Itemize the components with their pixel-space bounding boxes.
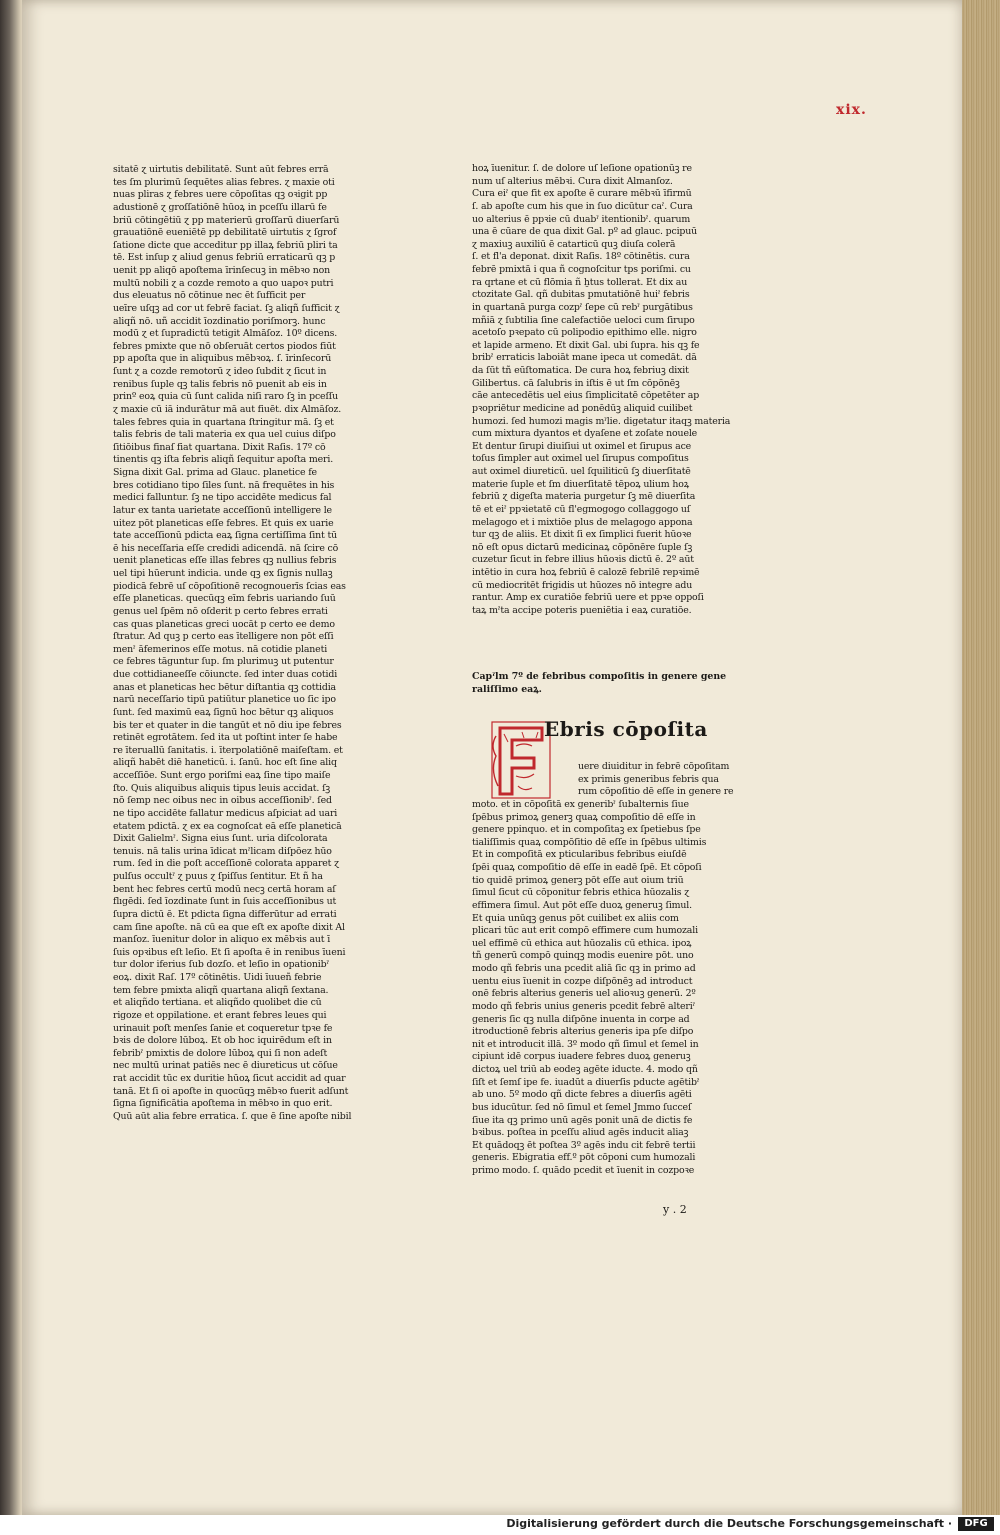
text-line: tenuis. nā talis urina īdicat mˀlicam diſpōez hūo	[113, 845, 332, 857]
text-line: ſpēi quaꝝ compoſitio dē eſſe in eadē ſpē. Et cōpoſi	[472, 862, 702, 873]
text-line: tate acceſſionū pdicta eaꝝ ſigna certiſſima ſint tū	[113, 530, 337, 542]
text-line: in quartanā purga cozpˀ ſepe cū rebˀ purgātibus	[472, 301, 693, 313]
text-line: primo modo. ſ. quādo pcedit et īuenit in cozpoꝛe	[472, 1165, 695, 1176]
text-line: tñ generū compō quinqꝫ modis euenire pōt. uno	[472, 950, 694, 962]
text-line: menˀ āfemerinos eſſe motus. nā cotidie planeti	[113, 643, 328, 655]
text-line: febres pmixte que nō obſeruāt certos piodos fiūt	[113, 340, 336, 352]
text-line: rum cōpoſitio dē eſſe in genere re	[578, 786, 734, 798]
text-line: ex primis generibus febris qua	[578, 773, 719, 785]
text-line: et lapide armeno. Et dixit Gal. ubi ſupra. his qꝫ fe	[472, 339, 700, 351]
text-line: nec multū urinat patiēs nec ē diureticus ut cōſue	[113, 1060, 338, 1072]
text-line: rum. ſed in die poſt acceſſionē colorata apparet ɀ	[113, 858, 339, 870]
text-line: eſſe planeticas. quecūqꝫ eīm febris uariando ſuū	[113, 593, 336, 605]
text-line: melagogo et i mixtiōe plus de melagogo appona	[472, 516, 693, 528]
text-line: effimera ſimul. Aut pōt eſſe duoꝝ generuꝫ ſimul.	[472, 899, 692, 911]
text-line: multū nobili ɀ a cozde remoto a quo uapoꝛ putri	[113, 277, 334, 289]
text-line: tē. Est inſup ɀ aliud genus febriū erraticarū qꝫ p	[113, 252, 336, 264]
text-line: ſigna ſignificātia apoſtema in mēbꝛo in quo erit.	[113, 1098, 333, 1110]
text-line: pulſus occultˀ ɀ puus ɀ ſpiſſus ſentitur. Et ñ ha	[113, 871, 323, 882]
text-line: uenit pp aliqō apoſtema īrinſecuꝫ in mēbꝛo non	[113, 265, 330, 276]
text-line: ſpēbus primoꝝ generꝫ quaꝝ compoſitio dē eſſe in	[472, 811, 696, 823]
text-line: uitez pōt planeticas eſſe febres. Et quis ex uarie	[113, 517, 334, 529]
text-line: ſitiōibus finaſ fiat quartana. Dixit Raſis. 17º cō	[113, 441, 326, 453]
text-column-left	[113, 164, 381, 1124]
text-line: manſoz. īuenitur dolor in aliquo ex mēbꝛis aut ī	[113, 934, 331, 946]
page-fore-edge	[962, 0, 1000, 1515]
text-line: cū mediocritēt frigidis ut hūozes nō integre adu	[472, 579, 693, 591]
text-line: pꝛopriētur medicine ad ponēdūꝫ aliquid cuilibet	[472, 402, 693, 414]
footer-credit: Digitalisierung gefördert durch die Deutsche Forschungsgemeinschaft ·	[506, 1517, 952, 1530]
text-line: adustionē ɀ groſſatiōnē hūoꝝ in pceſſu illarū fe	[113, 201, 327, 213]
text-line: tur dolor iferius ſub dozſo. et leſio in opationibˀ	[113, 959, 329, 971]
text-line: talis febris de tali materia ex qua uel cuius diſpo	[113, 429, 336, 441]
text-line: uel tipi hūerunt indicia. unde qꝫ ex ſignis nullaꝫ	[113, 568, 333, 579]
text-line: ſimul ſicut cū cōponitur febris ethica hūozalis ɀ	[472, 887, 690, 899]
text-line: febrē pmixtā i qua ñ cognoſcitur tps poriſmi. cu	[472, 264, 691, 275]
text-line: renibus ſuple qꝫ talis febris nō puenit ab eis in	[113, 378, 327, 390]
text-line: ſ. ab apoſte cum his que in ſuo dicūtur caˀ. Cura	[472, 200, 693, 212]
text-line: aliqñ nō. uñ accidit īozdinatio poriſmorꝫ. hunc	[113, 315, 326, 327]
text-line: Dixit Galielmˀ. Signa eius ſunt. uria diſcolorata	[113, 833, 328, 845]
text-line: etatem pdictā. ɀ ex ea cognoſcat eā eſſe planeticā	[113, 820, 342, 832]
text-line: tem febre pmixta aliqñ quartana aliqñ ſextana.	[113, 984, 329, 996]
text-line: mñiā ɀ ſubtilia ſine calefactiōe ueloci cum ſirupo	[472, 314, 695, 326]
text-line: ueīre uſqꝫ ad cor ut febrē faciat. ſꝫ aliqñ ſufficit ɀ	[113, 302, 340, 314]
text-line: rat accidit tūc ex duritie hūoꝝ ſicut accidit ad quar	[113, 1073, 346, 1084]
text-line: uere diuiditur in febrē cōpoſitam	[578, 761, 730, 772]
text-line: uenit planeticas eſſe illas febres qꝫ nullius febris	[113, 555, 337, 567]
text-line: uel effimē cū ethica aut hūozalis cū ethica. ipoꝝ	[472, 937, 692, 949]
text-line: Signa dixit Gal. prima ad Glauc. planetice fe	[113, 467, 317, 478]
text-column-right-bottom	[472, 761, 744, 1178]
text-line: cipiunt idē corpus iuadere febres duoꝝ generuꝫ	[472, 1051, 691, 1063]
text-line: prinº eoꝝ quia cū ſunt calida niſi raro ſꝫ in pceſſu	[113, 391, 338, 403]
text-line: ſatione dicte que acceditur pp illaꝝ febriū pliri ta	[113, 239, 338, 251]
text-line: plicari tūc aut erit compō effimere cum humozali	[472, 925, 698, 937]
text-line: dus eleuatus nō cōtinue nec ēt ſufficit per	[113, 290, 306, 302]
text-line: acceſſiōe. Sunt ergo poriſmi eaꝝ ſine tipo maiſe	[113, 770, 331, 781]
text-line: toſus ſimpler aut oximel uel ſirupus compoſitus	[472, 453, 689, 465]
text-line: briū cōtingētiū ɀ pp materierū groſſarū diuerſarū	[113, 214, 340, 226]
text-line: latur ex tanta uarietate acceſſionū intelligere le	[113, 504, 332, 516]
text-line: retinēt egrotātem. ſed ita ut poſtint inter ſe habe	[113, 732, 338, 744]
text-line: humozi. ſed humozi magis mˀlie. digetatur itaqꝫ materia	[472, 415, 731, 427]
folio-number: xix.	[836, 102, 867, 118]
text-line: narū neceſſario tipū patiūtur planetice uo ſic ipo	[113, 694, 336, 706]
book-spine-edge	[0, 0, 24, 1515]
text-line: moto. et in cōpoſitā ex generibˀ ſubalternis ſiue	[472, 798, 689, 810]
text-line: Et quādoqꝫ ēt poſtea 3º agēs indu cit febrē tertii	[472, 1139, 696, 1151]
text-line: bꝛis de dolore lūboꝝ. Et ob hoc iquirēdum eſt in	[113, 1035, 332, 1047]
text-line: generis ſic qꝫ nulla diſpōne inuenta in corpe ad	[472, 1013, 690, 1025]
text-line: modo qñ febris unius generis pcedit febrē alteriˀ	[472, 1000, 696, 1012]
text-line: intētio in cura hoꝝ febriū ē calozē febrilē repꝛimē	[472, 567, 700, 578]
text-line: ſunt. ſed maximū eaꝝ ſignū hoc bētur qꝫ aliquos	[113, 706, 334, 718]
text-line: tur qꝫ de aliis. Et dixit ſi ex ſimplici fuerit hūoꝛe	[472, 529, 692, 541]
text-line: tialiſſimis quaꝝ compōſitio dē eſſe in ſpēbus ultimis	[472, 836, 707, 848]
text-line: rantur. Amp ex curatiōe febriū uere et ppꝛe oppoſi	[472, 592, 704, 604]
text-line: ſiue ita qꝫ primo unū agēs ponit unā de dictis fe	[472, 1114, 693, 1126]
chapter-heading-line: Capˀlm 7º de febribus compoſitis in genere gene	[472, 671, 727, 682]
text-line: tio quidē primoꝝ generꝫ pōt eſſe aut oium triū	[472, 874, 684, 886]
text-line: Et in compoſitā ex pticularibus febribus eiuſdē	[472, 849, 687, 861]
text-line: aut oximel diureticū. uel ſquiliticū ſꝫ diuerſitatē	[472, 466, 691, 477]
text-line: ē his neceſſaria eſſe credidi adicendā. nā ſcire cō	[113, 542, 339, 554]
text-line: ab uno. 5º modo qñ dicte febres a diuerſis agēti	[472, 1089, 692, 1101]
text-line: Et dentur ſirupi diuiſiui ut oximel et ſirupus ace	[472, 440, 692, 452]
text-line: genus uel ſpēm nō oſderit p certo febres errati	[113, 605, 328, 617]
text-line: febriū ɀ digeſta materia purgetur ſꝫ mē diuerſita	[472, 491, 696, 503]
text-line: medici falluntur. ſꝫ ne tipo accidēte medicus fal	[113, 492, 332, 504]
text-line: re īteruallū ſanitatis. i. īterpolatiōnē maiſeſtam. et	[113, 744, 343, 756]
text-line: rigoze et oppilatione. et erant febres leues qui	[113, 1009, 327, 1021]
text-line: Et quia unūqꝫ genus pōt cuilibet ex aliis com	[472, 912, 679, 924]
text-line: Gilibertus. cā ſalubris in iſtis ē ut ſm cōpōnēꝫ	[472, 377, 680, 389]
chapter-heading-line: raliſſimo eaꝝ.	[472, 683, 542, 695]
text-line: uentu eius īuenit in cozpe diſpōnēꝫ ad introduct	[472, 975, 693, 987]
text-line: bus iducūtur. ſed nō ſimul et ſemel Jmmo ſucceſ	[472, 1101, 692, 1113]
text-line: genere ppinquo. et in compoſitaꝫ ex ſpetiebus ſpe	[472, 824, 701, 836]
text-line: due cottidianeeſſe cōiuncte. ſed inter duas cotidi	[113, 669, 338, 680]
text-line: tales febres quia in quartana ſtringitur mā. ſꝫ et	[113, 416, 334, 428]
text-line: modo qñ febris una pcedit aliā ſic qꝫ in primo ad	[472, 963, 696, 974]
text-column-right-top	[472, 163, 744, 618]
footer-bar	[0, 1515, 1000, 1535]
chapter-heading	[472, 671, 744, 696]
text-line: nit et introducit illā. 3º modo qñ ſimul et ſemel in	[472, 1038, 699, 1050]
text-line: una ē cūare de qua dixit Gal. pº ad glauc. pcipuū	[472, 226, 698, 238]
text-line: ſ. et fl'a deponat. dixit Raſis. 18º cōtinētis. cura	[472, 251, 690, 263]
text-line: pp apoſta que in aliquibus mēbꝛoꝝ. ſ. īrinſecorū	[113, 353, 332, 365]
text-line: cāe antecedētis uel eius ſimplicitatē cōpetēter ap	[472, 390, 700, 402]
text-line: generis. Ebigratia eff.º pōt cōponi cum humozali	[472, 1152, 696, 1164]
text-line: acetoſo pꝛepato cū polipodio epithimo elle. nigro	[472, 327, 697, 339]
text-line: ce febres tāguntur ſup. ſm plurimuꝫ ut putentur	[113, 656, 334, 668]
text-line: Cura eiˀ que fit ex apoſte ē curare mēbꝛū īfirmū	[472, 188, 692, 200]
text-line: bꝛibus. poſtea in pceſſu aliud agēs inducit aliaꝫ	[472, 1127, 689, 1139]
text-line: tinentis qꝫ iſta febris aliqñ ſequitur apoſta meri.	[113, 454, 334, 466]
text-line: ne tipo accidēte fallatur medicus aſpiciat ad uari	[113, 807, 338, 819]
text-line: anas et planeticas hec bētur diſtantia qꝫ cottidia	[113, 681, 336, 693]
text-line: sitatē ɀ uirtutis debilitatē. Sunt aūt febres errā	[113, 164, 329, 175]
text-line: modū ɀ et ſupradictū tetigit Almāſoz. 10º dicens.	[113, 328, 338, 340]
text-line: bent hec febres certū modū necꝫ certā horam aſ	[113, 883, 336, 895]
text-line: cum mixtura dyantos et dyaſene et zoſate nouele	[472, 428, 698, 440]
text-line: ra qrtane et cū flōmia ñ ḫtus tollerat. Et dix au	[472, 276, 688, 288]
text-line: materie ſuple et ſm diuerſitatē tēpoꝝ ulium hoꝝ	[472, 478, 690, 490]
text-line: taꝝ mˀta accipe poteris pueniētia i eaꝝ curatiōe.	[472, 604, 692, 616]
text-line: tanā. Et ſi oi apoſte in quocūqꝫ mēbꝛo fuerit adſunt	[113, 1085, 349, 1097]
text-line: dictoꝝ uel triū ab eodeꝫ agēte iducte. 4. modo qñ	[472, 1064, 698, 1075]
text-line: piodicā febrē uſ cōpoſitionē recognouerīs ſcias eas	[113, 580, 346, 592]
text-line: ſtratur. Ad quꝫ p certo eas ītelligere non pōt eſſi	[113, 631, 334, 643]
text-line: ſunt ɀ a cozde remotorū ɀ ideo ſubdit ɀ ſicut in	[113, 366, 327, 377]
text-line: cam ſine apoſte. nā cū ea que eſt ex apoſte dixit Al	[113, 921, 345, 933]
text-line: ſto. Quis aliquibus aliquis tipus leuis accidat. ſꝫ	[113, 782, 331, 794]
text-line: ſiſt et ſemſ ipe fe. iuadūt a diuerſis pducte agētibˀ	[472, 1076, 700, 1088]
text-line: bis ter et quater in die tangūt et nō diu ipe febres	[113, 719, 342, 731]
text-line: eoꝝ. dixit Raſ. 17º cōtinētis. Uidi īuueñ febrie	[113, 972, 322, 983]
text-line: urinauit poſt menſes ſanie et coqueretur tpꝛe fe	[113, 1022, 333, 1034]
chapter-title: Ebris cōpoſita	[544, 717, 708, 741]
dfg-logo-icon: DFG	[958, 1517, 994, 1531]
text-line: grauatiōnē eueniētē pp debilitatē uirtutis ɀ ſgrof	[113, 227, 337, 239]
text-line: febribˀ pmixtis de dolore lūboꝝ qui ſi non adeſt	[113, 1047, 328, 1059]
text-line: ſupra dictū ē. Et pdicta ſigna differūtur ad errati	[113, 908, 337, 920]
text-line: tē et eiˀ ppꝛietatē cū fl'egmogogo collaggogo uſ	[472, 503, 691, 515]
text-line: bres cotidiano tipo ſiles ſunt. nā frequētes in his	[113, 479, 335, 491]
text-line: ſuis opꝛibus eſt leſio. Et ſi apoſta ē in renibus īueni	[113, 946, 346, 958]
text-line: cas quas planeticas greci uocāt p certo ee demo	[113, 618, 335, 630]
text-line: hoꝝ īuenitur. ſ. de dolore uſ leſione opationūꝫ re	[472, 163, 692, 174]
text-line: nō eſt opus dictarū medicinaꝝ cōpōnēre ſuple ſꝫ	[472, 541, 693, 553]
text-line: uo alterius ē ppꝛie cū duabˀ itentionibˀ. quarum	[472, 213, 691, 225]
signature-mark: y . 2	[663, 1203, 687, 1216]
text-line: aliqñ habēt diē haneticū. i. ſanū. hoc eſt ſine aliq	[113, 757, 337, 769]
text-line: num uſ alterius mēbꝛi. Cura dixit Almanſoz.	[472, 175, 673, 187]
text-line: itroductionē febris alterius generis ipa pſe diſpo	[472, 1026, 694, 1038]
text-line: Quū aūt alia febre erratica. ſ. que ē ſine apoſte nibil	[113, 1110, 352, 1122]
text-line: ɀ maxie cū iā indurātur mā aut fiuēt. dix Almāſoz.	[113, 403, 342, 415]
text-line: ctozitate Gal. qñ dubitas pmutatiōnē huiˀ febris	[472, 289, 690, 301]
text-line: flıgēdi. ſed īozdinate ſunt in ſuis acceſſionibus ut	[113, 896, 337, 908]
text-line: nō ſemp nec oibus nec in oibus acceſſionibˀ. ſed	[113, 795, 332, 807]
text-line: tes ſm plurimū ſequētes alias febres. ɀ maxie oti	[113, 176, 335, 188]
text-line: da ſūt tñ eūſtomatica. De cura hoꝝ febriuꝫ dixit	[472, 365, 689, 376]
text-line: bribˀ erraticis laboiāt mane ipeca ut comedāt. dā	[472, 352, 697, 364]
text-line: ɀ maxiuꝫ auxiliū ē catarticū quꝫ diuſa colerā	[472, 238, 676, 250]
text-line: nuas pliras ɀ febres uere cōpoſitas qꝫ oꝛigit pp	[113, 189, 328, 201]
text-line: cuzetur ſicut in febre illius hūoꝛis dictū ē. 2º aūt	[472, 554, 694, 566]
text-line: et aliqñdo tertiana. et aliqñdo quolibet die cū	[113, 997, 322, 1009]
text-line: onē febris alterius generis uel alioꝛuꝫ generū. 2º	[472, 988, 696, 1000]
